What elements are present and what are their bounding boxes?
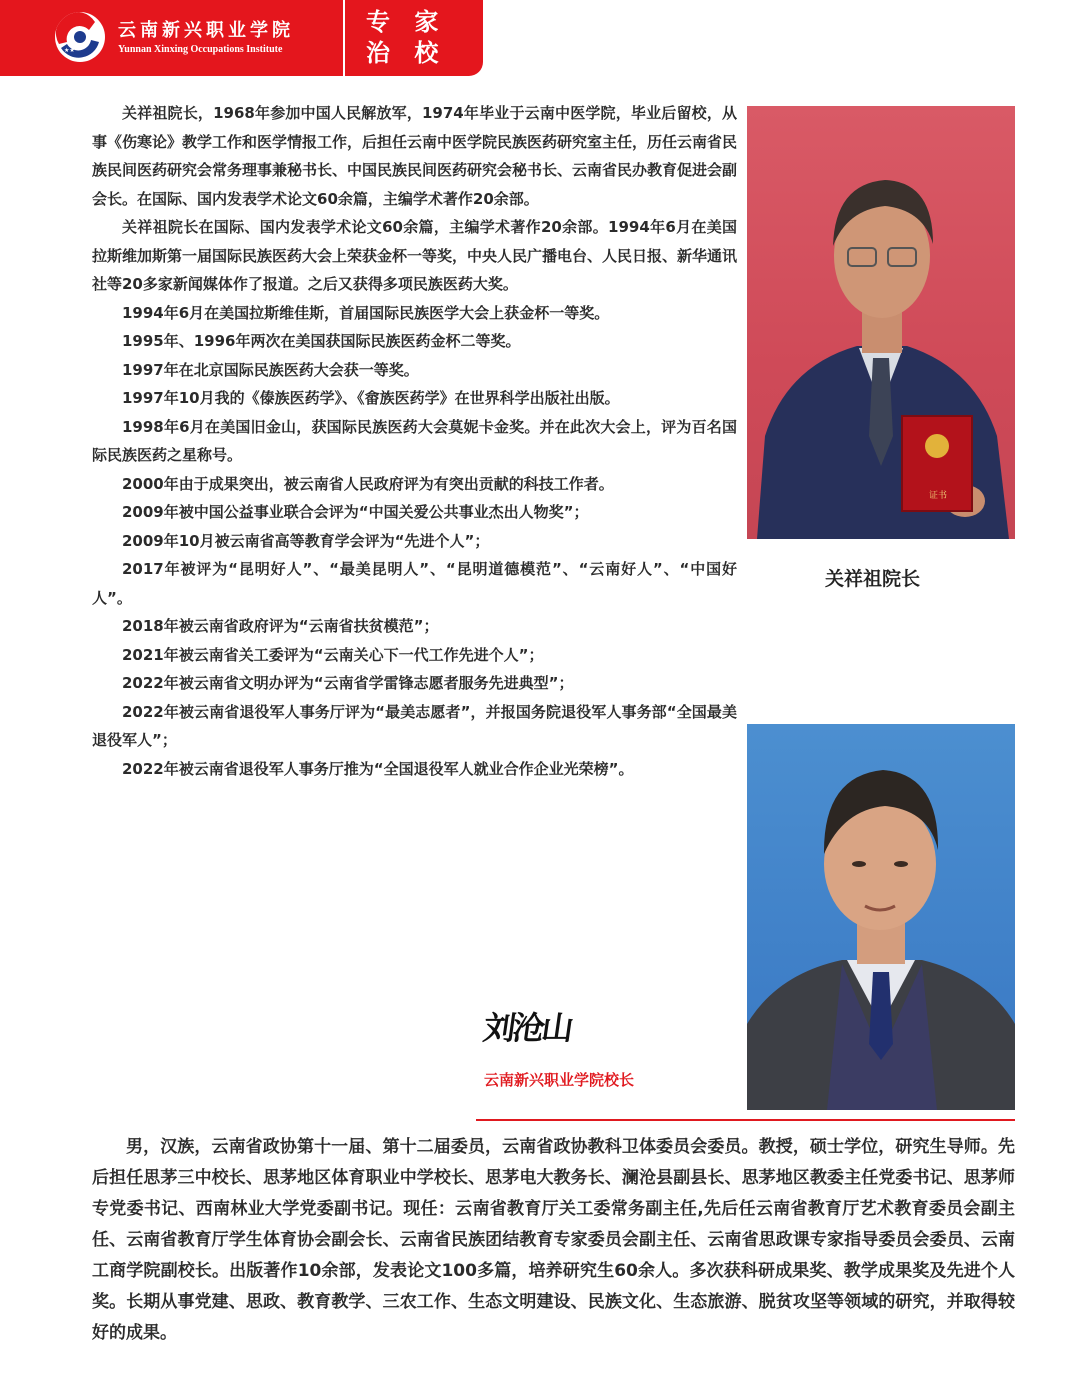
- person-name: 刘沧山: [481, 1009, 574, 1047]
- header-banner: [0, 0, 483, 76]
- profile-guan-text: [92, 99, 737, 783]
- banner-divider: [343, 0, 345, 76]
- profile-guan-paragraph: 1997年在北京国际民族医药大会获一等奖。: [122, 360, 419, 379]
- school-logo-icon: [55, 12, 105, 62]
- profile-guan-paragraph: 1998年6月在美国旧金山，获国际民族医药大会莫妮卡金奖。并在此次大会上，评为百名国际民族医药之星称号。: [92, 417, 737, 464]
- profile-guan-paragraph: 2018年被云南省政府评为“云南省扶贫模范”；: [122, 617, 439, 635]
- profile-guan-paragraph: 2009年10月被云南省高等教育学会评为“先进个人”；: [122, 531, 490, 550]
- section-title-line1: 专 家: [366, 8, 447, 36]
- profile-guan-paragraph: 2009年被中国公益事业联合会评为“中国关爱公共事业杰出人物奖”；: [122, 503, 589, 521]
- certificate-label: 证书: [929, 491, 948, 501]
- profile-guan-paragraph: 2022年被云南省退役军人事务厅推为“全国退役军人就业合作企业光荣榜”。: [122, 759, 634, 778]
- portrait-photo-liu: [747, 724, 1015, 1110]
- profile-guan-paragraph: 2022年被云南省文明办评为“云南省学雷锋志愿者服务先进典型”；: [122, 674, 574, 692]
- profile-guan-paragraph: 2000年由于成果突出，被云南省人民政府评为有突出贡献的科技工作者。: [122, 474, 614, 493]
- section-title-line2: 治 校: [366, 39, 447, 67]
- section-title: [366, 7, 446, 69]
- person-title: 云南新兴职业学院校长: [484, 1071, 635, 1089]
- profile-liu-paragraph: 男，汉族，云南省政协第十一届、第十二届委员，云南省政协教科卫体委员会委员。教授，硕士学位，研究生导师。先后担任思茅三中校长、思茅地区体育职业中学校长、思茅电大教务长、澜沧县副县长、思茅地区教委主任党委书记、思茅师专党委书记、西南林业大学党委副书记。现任：云南省教育厅关工委常务副主任,先后任云南省教育厅艺术教育委员会副主任、云南省教育厅学生体育协会副会长、云南省民族团结教育专家委员会副主任、云南省思政课专家指导委员会委员、云南工商学院副校长。出版著作10余部，发表论文100多篇，培养研究生60余人。多次获科研成果奖、教学成果奖及先进个人奖。长期从事党建、思政、教育教学、三农工作、生态文明建设、民族文化、生态旅游、脱贫攻坚等领域的研究，并取得较好的成果。: [92, 1137, 1015, 1343]
- profile-guan-paragraph: 1994年6月在美国拉斯维佳斯，首届国际民族医学大会上获金杯一等奖。: [122, 303, 610, 322]
- divider-line: [476, 1119, 1015, 1121]
- school-name-cn: 云南新兴职业学院: [118, 20, 294, 41]
- profile-guan-paragraph: 2022年被云南省退役军人事务厅评为“最美志愿者”，并报国务院退役军人事务部“全国最美退役军人”；: [92, 702, 737, 749]
- profile-liu-text: [92, 1132, 1015, 1349]
- school-name-en: Yunnan Xinxing Occupations Institute: [118, 44, 283, 55]
- profile-guan-paragraph: 2017年被评为“昆明好人”、“最美昆明人”、“昆明道德模范”、“云南好人”、“中国好人”。: [92, 560, 737, 607]
- school-name: [118, 16, 294, 55]
- svg-text:★★: ★★: [64, 47, 75, 54]
- profile-guan-paragraph: 关祥祖院长，1968年参加中国人民解放军，1974年毕业于云南中医学院，毕业后留校，从事《伤寒论》教学工作和医学情报工作，后担任云南中医学院民族医药研究室主任，历任云南省民族民间医药研究会常务理事兼秘书长、中国民族民间医药研究会秘书长、云南省民办教育促进会副会长。在国际、国内发表学术论文60余篇，主编学术著作20余部。: [92, 104, 738, 208]
- profile-guan-paragraph: 1995年、1996年两次在美国获国际民族医药金杯二等奖。: [122, 332, 521, 350]
- profile-guan-paragraph: 关祥祖院长在国际、国内发表学术论文60余篇，主编学术著作20余部。1994年6月在美国拉斯维加斯第一届国际民族医药大会上荣获金杯一等奖，中央人民广播电台、人民日报、新华通讯社等20多家新闻媒体作了报道。之后又获得多项民族医药大奖。: [92, 218, 738, 293]
- profile-guan-paragraph: 2021年被云南省关工委评为“云南关心下一代工作先进个人”；: [122, 645, 544, 664]
- photo-caption-guan: 关祥祖院长: [825, 568, 921, 590]
- profile-guan-paragraph: 1997年10月我的《傣族医药学》、《畲族医药学》在世界科学出版社出版。: [122, 389, 620, 407]
- portrait-photo-guan: [747, 106, 1015, 539]
